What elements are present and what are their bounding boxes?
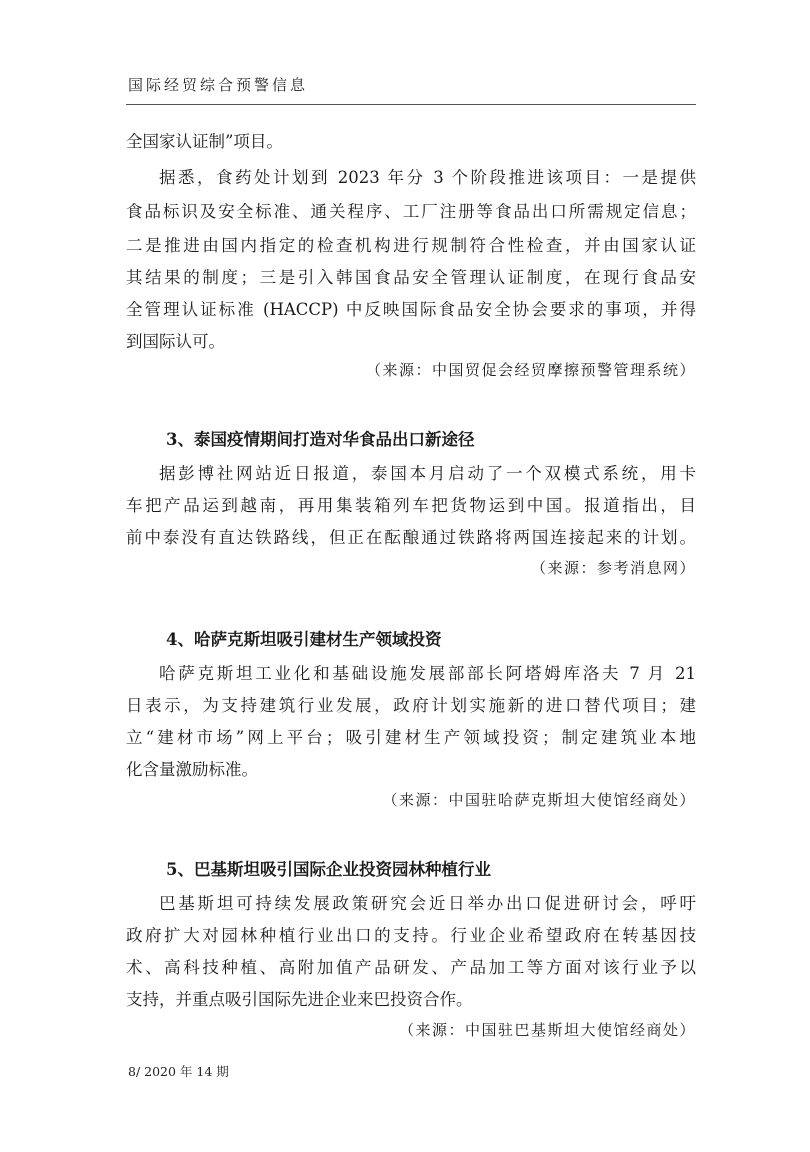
paragraph-line: 据彭博社网站近日报道，泰国本月启动了一个双模式系统，用卡 (159, 464, 696, 483)
paragraph-line: 巴基斯坦可持续发展政策研究会近日举办出口促进研讨会，呼吁 (159, 894, 696, 913)
section-heading: 5、巴基斯坦吸引国际企业投资园林种植行业 (166, 860, 491, 879)
paragraph-line: 立“建材市场”网上平台；吸引建材生产领域投资；制定建筑业本地 (126, 728, 696, 747)
source-citation: （来源：中国驻哈萨克斯坦大使馆经商处） (382, 791, 696, 809)
paragraph-line: 日表示，为支持建筑行业发展，政府计划实施新的进口替代项目；建 (126, 696, 696, 715)
section-heading: 4、哈萨克斯坦吸引建材生产领域投资 (166, 630, 442, 649)
paragraph-line: 食品标识及安全标准、通关程序、工厂注册等食品出口所需规定信息； (126, 202, 696, 221)
source-citation: （来源：参考消息网） (530, 559, 696, 577)
page-number: 8/ 2020 年 14 期 (128, 1064, 229, 1079)
paragraph-line: 据悉，食药处计划到 2023 年分 3 个阶段推进该项目：一是提供 (159, 168, 696, 187)
paragraph-line: 支持，并重点吸引国际先进企业来巴投资合作。 (126, 990, 473, 1009)
source-citation: （来源：中国驻巴基斯坦大使馆经商处） (398, 1021, 696, 1039)
source-citation: （来源：中国贸促会经贸摩擦预警管理系统） (365, 361, 696, 379)
paragraph-line: 政府扩大对园林种植行业出口的支持。行业企业希望政府在转基因技 (126, 926, 696, 945)
paragraph-line: 车把产品运到越南，再用集装箱列车把货物运到中国。报道指出，目 (126, 496, 696, 515)
paragraph-line: 二是推进由国内指定的检查机构进行规制符合性检查，并由国家认证 (126, 236, 696, 255)
section-heading: 3、泰国疫情期间打造对华食品出口新途径 (166, 430, 475, 449)
paragraph-line: 前中泰没有直达铁路线，但正在酝酿通过铁路将两国连接起来的计划。 (126, 528, 696, 547)
paragraph-line: 化含量激励标准。 (126, 760, 258, 779)
paragraph-line: 哈萨克斯坦工业化和基础设施发展部部长阿塔姆库洛夫 7 月 21 (159, 664, 696, 683)
paragraph-line: 其结果的制度；三是引入韩国食品安全管理认证制度，在现行食品安 (126, 268, 696, 287)
paragraph-line: 全国家认证制”项目。 (126, 132, 283, 151)
header-divider (126, 104, 696, 105)
header-title: 国际经贸综合预警信息 (128, 76, 309, 94)
paragraph-line: 到国际认可。 (126, 332, 225, 351)
paragraph-line: 术、高科技种植、高附加值产品研发、产品加工等方面对该行业予以 (126, 958, 696, 977)
paragraph-line: 全管理认证标准 (HACCP) 中反映国际食品安全协会要求的事项，并得 (126, 300, 696, 319)
